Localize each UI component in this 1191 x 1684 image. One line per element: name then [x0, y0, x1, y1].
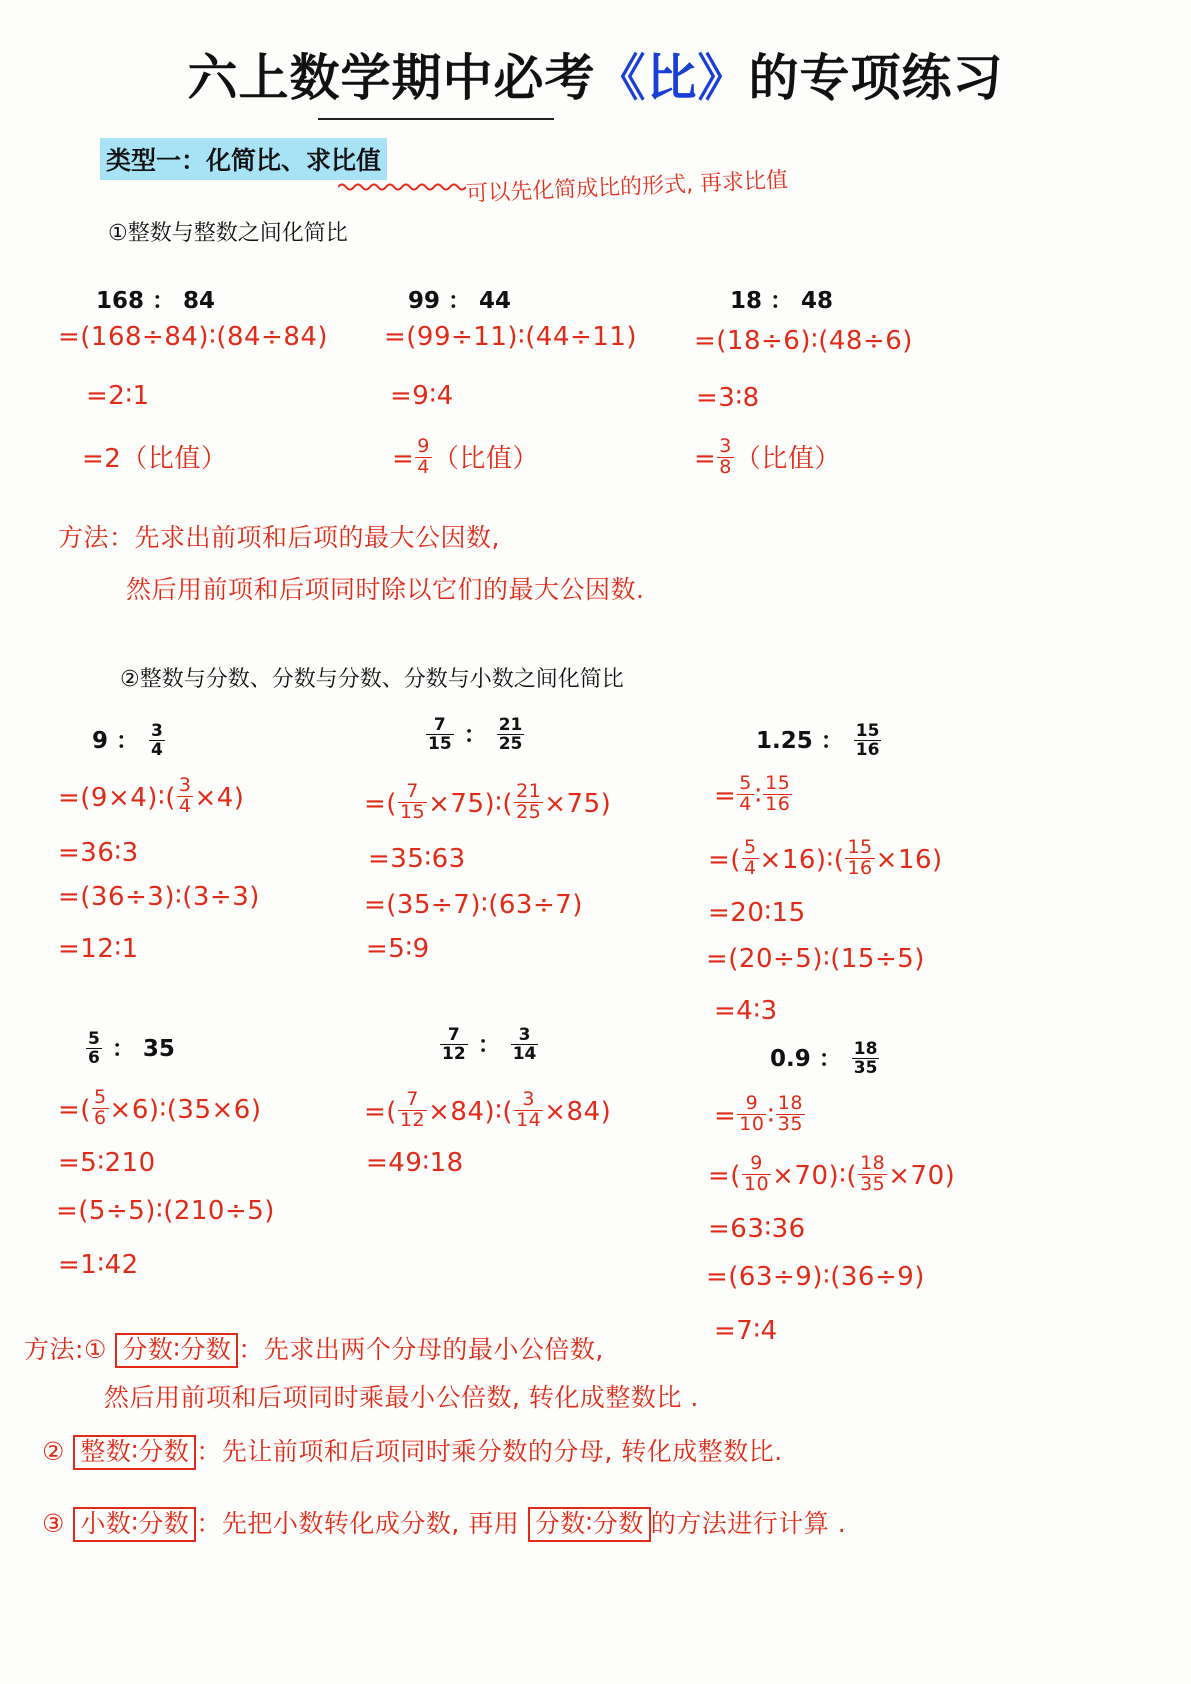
- fraction-9-10-red-2: $\frac{9}{10}$: [743, 1152, 770, 1195]
- title-highlight: 《比》: [595, 49, 749, 107]
- method-2-item2-no: ②: [42, 1437, 65, 1466]
- method-2-item3-no: ③: [42, 1509, 65, 1538]
- title-underline: [318, 118, 554, 120]
- fraction-7-15: $\frac{7}{15}$: [428, 714, 452, 754]
- problem-5-work-line-4: =5∶9: [366, 934, 430, 964]
- problem-6-work-line-3: =20∶15: [708, 898, 806, 928]
- section-type-header: 类型一：化简比、求比值: [100, 138, 387, 180]
- subheading-1: ①整数与整数之间化简比: [108, 221, 348, 246]
- problem-2-work-line-2: =9∶4: [390, 381, 454, 411]
- method-2-item3-text2: 的方法进行计算 .: [650, 1509, 847, 1538]
- problem-6-left: 1.25: [756, 728, 813, 754]
- fraction-9-4: $\frac{9}{4}$: [417, 435, 430, 478]
- problem-2-work-line-3: = $\frac{9}{4}$ （比值）: [392, 435, 539, 478]
- fraction-5-4-red: $\frac{5}{4}$: [739, 772, 752, 815]
- method-1-line-2: 然后用前项和后项同时除以它们的最大公因数.: [126, 575, 645, 604]
- problem-9-work-line-5: =7∶4: [714, 1316, 778, 1346]
- method-2-item1-no: ①: [83, 1335, 107, 1364]
- problem-3-work-line-2: =3∶8: [696, 383, 760, 413]
- problem-4-statement: [92, 722, 167, 760]
- problem-8-work-line-1: =( $\frac{7}{12}$ ×84)∶( $\frac{3}{14}$ ×84): [364, 1088, 612, 1131]
- problem-1-work-line-2: =2∶1: [86, 381, 150, 411]
- problem-9-work-line-4: =(63÷9)∶(36÷9): [706, 1262, 925, 1292]
- top-hand-note: 可以先化简成比的形式, 再求比值: [465, 167, 789, 208]
- fraction-3-14-red: $\frac{3}{14}$: [516, 1088, 542, 1131]
- problem-4-work-line-1: =(9×4)∶( $\frac{3}{4}$ ×4): [58, 774, 245, 817]
- problem-6-work-line-1: = $\frac{5}{4}$ ∶ $\frac{15}{16}$: [714, 772, 791, 815]
- problem-7-work-line-4: =1∶42: [58, 1250, 139, 1280]
- problem-4-work-line-4: =12∶1: [58, 934, 139, 964]
- problem-5-statement: [424, 716, 526, 754]
- fraction-3-4-red: $\frac{3}{4}$: [178, 774, 192, 817]
- problem-6-work-line-2: =( $\frac{5}{4}$ ×16)∶( $\frac{15}{16}$ ×16): [708, 836, 943, 879]
- method-2-item1-text2: 然后用前项和后项同时乘最小公倍数, 转化成整数比 .: [104, 1383, 699, 1412]
- problem-9-statement: [770, 1040, 881, 1078]
- problem-9-work-line-1: = $\frac{9}{10}$ ∶ $\frac{18}{35}$: [714, 1092, 803, 1135]
- method-1-line-1: 方法：先求出前项和后项的最大公因数,: [58, 523, 500, 552]
- fraction-15-16: $\frac{15}{16}$: [855, 720, 880, 760]
- problem-7-statement: [84, 1030, 175, 1068]
- problem-7-work-line-3: =(5÷5)∶(210÷5): [56, 1196, 275, 1226]
- wavy-underline-icon: [338, 181, 466, 191]
- problem-8-sep: ：: [477, 1032, 501, 1058]
- problem-6-work-line-5: =4∶3: [714, 996, 778, 1026]
- problem-9-work-line-2: =( $\frac{9}{10}$ ×70)∶( $\frac{18}{35}$ ×70): [708, 1152, 956, 1195]
- problem-8-statement: [438, 1026, 540, 1064]
- fraction-7-15-red: $\frac{7}{15}$: [399, 780, 426, 823]
- method-2-item2-box: 整数∶分数: [73, 1435, 196, 1470]
- fraction-21-25: $\frac{21}{25}$: [498, 714, 523, 754]
- problem-4-work-line-2: =36∶3: [58, 838, 139, 868]
- problem-5-work-line-2: =35∶63: [368, 844, 466, 874]
- method-2-item2: [42, 1432, 783, 1470]
- problem-4-work-line-3: =(36÷3)∶(3÷3): [58, 882, 260, 912]
- page-title: [0, 38, 1191, 110]
- fraction-3-8: $\frac{3}{8}$: [719, 435, 732, 478]
- fraction-7-12: $\frac{7}{12}$: [442, 1024, 466, 1064]
- problem-9-sep: ：: [818, 1046, 842, 1072]
- problem-5-sep: ：: [463, 722, 487, 748]
- problem-5-work-line-1: =( $\frac{7}{15}$ ×75)∶( $\frac{21}{25}$ ×75): [364, 780, 612, 823]
- problem-7-work-line-1: =( $\frac{5}{6}$ ×6)∶(35×6): [58, 1086, 262, 1129]
- problem-7-work-line-2: =5∶210: [58, 1148, 156, 1178]
- method-2-item3-box: 小数∶分数: [73, 1507, 196, 1542]
- problem-4-sep: ：: [116, 728, 140, 754]
- problem-9-left: 0.9: [770, 1046, 811, 1072]
- problem-3-work-line-1: =(18÷6)∶(48÷6): [694, 326, 913, 356]
- problem-8-work-line-2: =49∶18: [366, 1148, 464, 1178]
- fraction-18-35: $\frac{18}{35}$: [853, 1038, 878, 1078]
- method-2-item3-box2: 分数∶分数: [528, 1507, 651, 1542]
- problem-7-sep: ：: [111, 1036, 135, 1062]
- problem-2-work-line-1: =(99÷11)∶(44÷11): [384, 322, 638, 352]
- fraction-18-35-red: $\frac{18}{35}$: [777, 1092, 803, 1135]
- method-2-item3: [42, 1504, 846, 1542]
- problem-7-right: 35: [142, 1036, 175, 1062]
- problem-3-statement: 18 ： 48: [730, 288, 834, 314]
- fraction-7-12-red: $\frac{7}{12}$: [399, 1088, 426, 1131]
- fraction-3-14: $\frac{3}{14}$: [512, 1024, 537, 1064]
- subheading-2: ②整数与分数、分数与分数、分数与小数之间化简比: [120, 667, 624, 692]
- problem-6-sep: ：: [820, 728, 844, 754]
- fraction-5-6-red: $\frac{5}{6}$: [93, 1086, 107, 1129]
- problem-3-work-line-3: = $\frac{3}{8}$ （比值）: [694, 435, 841, 478]
- method-2-item1-text: ：先求出两个分母的最小公倍数,: [238, 1335, 604, 1364]
- fraction-15-16-red-2: $\frac{15}{16}$: [847, 836, 873, 879]
- problem-6-statement: [756, 722, 883, 760]
- problem-1-work-line-3: =2（比值）: [82, 444, 228, 474]
- method-2-item2-text: ：先让前项和后项同时乘分数的分母, 转化成整数比.: [196, 1437, 783, 1466]
- problem-9-work-line-3: =63∶36: [708, 1214, 806, 1244]
- problem-1-work-line-1: =(168÷84)∶(84÷84): [58, 322, 329, 352]
- problem-2-statement: 99 ： 44: [408, 288, 512, 314]
- problem-4-left: 9: [92, 728, 109, 754]
- problem-5-work-line-3: =(35÷7)∶(63÷7): [364, 890, 583, 920]
- fraction-5-6: $\frac{5}{6}$: [88, 1028, 100, 1068]
- fraction-15-16-red: $\frac{15}{16}$: [765, 772, 791, 815]
- fraction-18-35-red-2: $\frac{18}{35}$: [860, 1152, 886, 1195]
- method-2-prefix: [24, 1330, 604, 1368]
- problem-1-statement: 168 ： 84: [96, 288, 216, 314]
- title-part1: 六上数学期中必考: [187, 49, 596, 107]
- fraction-21-25-red: $\frac{21}{25}$: [516, 780, 542, 823]
- method-2-prefix-text: 方法:: [24, 1335, 84, 1364]
- method-2-item3-text: ：先把小数转化成分数, 再用: [196, 1509, 520, 1538]
- problem-6-work-line-4: =(20÷5)∶(15÷5): [706, 944, 925, 974]
- fraction-9-10-red: $\frac{9}{10}$: [739, 1092, 765, 1135]
- fraction-3-4: $\frac{3}{4}$: [151, 720, 163, 760]
- method-2-item1-box: 分数∶分数: [115, 1333, 238, 1368]
- title-part2: 的专项练习: [748, 49, 1004, 107]
- fraction-5-4-red-2: $\frac{5}{4}$: [743, 836, 757, 879]
